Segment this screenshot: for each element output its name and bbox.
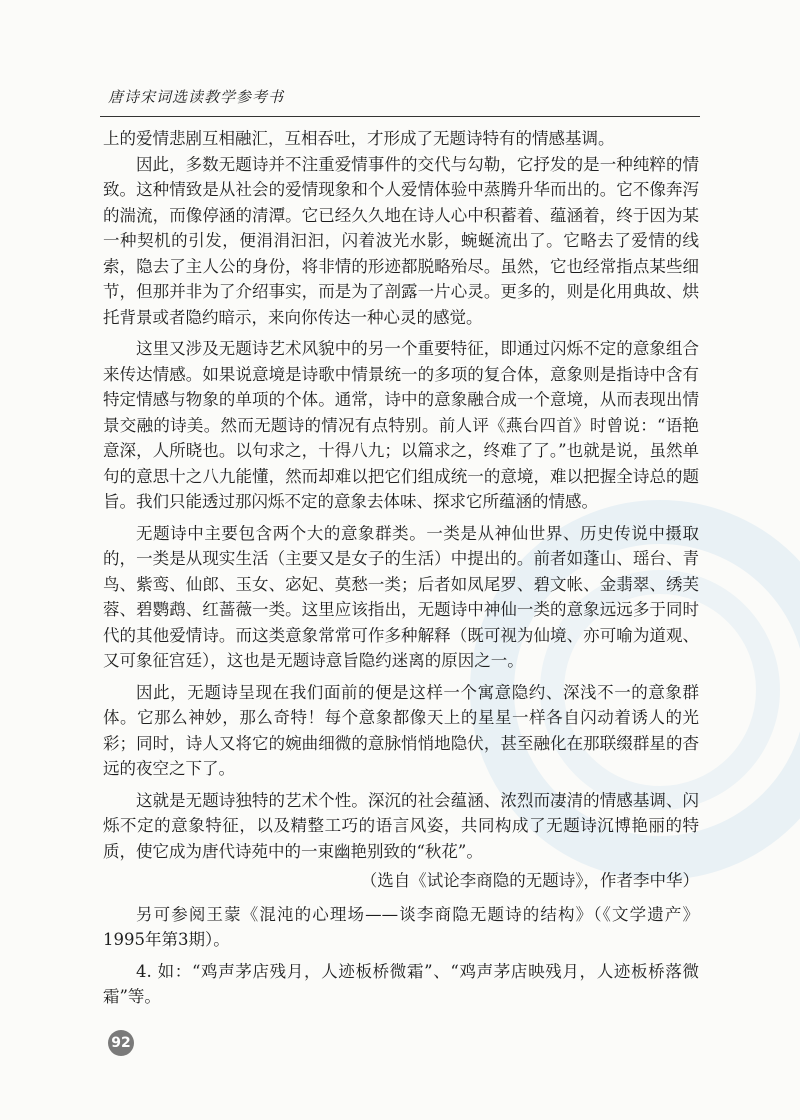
reference-note: 另可参阅王蒙《混沌的心理场——谈李商隐无题诗的结构》（《文学遗产》1995年第3期）。 [103,904,699,949]
header-rule [100,116,700,117]
page-number-badge: 92 [108,1030,134,1056]
numbered-note: 4. 如：“鸡声茅店残月，人迹板桥微霜”、“鸡声茅店映残月，人迹板桥落微霜”等。 [103,961,699,1006]
paragraph-continued: 上的爱情悲剧互相融汇，互相吞吐，才形成了无题诗特有的情感基调。 [103,129,615,148]
source-citation: （选自《试论李商隐的无题诗》，作者李中华） [360,871,699,890]
page-body [103,126,699,1010]
paragraph: 因此，无题诗呈现在我们面前的便是这样一个寓意隐约、深浅不一的意象群体。它那么神妙，那么奇特！每个意象都像天上的星星一样各自闪动着诱人的光彩；同时，诗人又将它的婉曲细微的意脉悄悄地隐伏，甚至融化在那联缀群星的杳远的夜空之下了。 [103,682,699,778]
running-header: 唐诗宋词选读教学参考书 [108,88,285,106]
paragraph: 无题诗中主要包含两个大的意象群类。一类是从神仙世界、历史传说中摄取的，一类是从现实生活（主要又是女子的生活）中提出的。前者如蓬山、瑶台、青鸟、紫鸾、仙郎、玉女、宓妃、莫愁一类；后者如凤尾罗、碧文帐、金翡翠、绣芙蓉、碧鹦鹉、红蔷薇一类。这里应该指出，无题诗中神仙一类的意象远远多于同时代的其他爱情诗。而这类意象常常可作多种解释（既可视为仙境、亦可喻为道观、又可象征宫廷），这也是无题诗意旨隐约迷离的原因之一。 [103,523,699,670]
paragraph: 因此，多数无题诗并不注重爱情事件的交代与勾勒，它抒发的是一种纯粹的情致。这种情致是从社会的爱情现象和个人爱情体验中蒸腾升华而出的。它不像奔泻的湍流，而像停涵的清潭。它已经久久地在诗人心中积蓄着、蕴涵着，终于因为某一种契机的引发，便涓涓汩汩，闪着波光水影，蜿蜒流出了。它略去了爱情的线索，隐去了主人公的身份，将非情的形迹都脱略殆尽。虽然，它也经常指点某些细节，但那并非为了介绍事实，而是为了剖露一片心灵。更多的，则是化用典故、烘托背景或者隐约暗示，来向你传达一种心灵的感觉。 [103,154,699,327]
paragraph: 这就是无题诗独特的艺术个性。深沉的社会蕴涵、浓烈而凄清的情感基调、闪烁不定的意象特征，以及精整工巧的语言风姿，共同构成了无题诗沉博艳丽的特质，使它成为唐代诗苑中的一束幽艳别致的“秋花”。 [103,790,699,861]
paragraph: 这里又涉及无题诗艺术风貌中的另一个重要特征，即通过闪烁不定的意象组合来传达情感。如果说意境是诗歌中情景统一的多项的复合体，意象则是指诗中含有特定情感与物象的单项的个体。通常，诗中的意象融合成一个意境，从而表现出情景交融的诗美。然而无题诗的情况有点特别。前人评《燕台四首》时曾说：“语艳意深，人所晓也。以句求之，十得八九；以篇求之，终难了了。”也就是说，虽然单句的意思十之八九能懂，然而却难以把它们组成统一的意境，难以把握全诗总的题旨。我们只能透过那闪烁不定的意象去体味、探求它所蕴涵的情感。 [103,339,699,511]
